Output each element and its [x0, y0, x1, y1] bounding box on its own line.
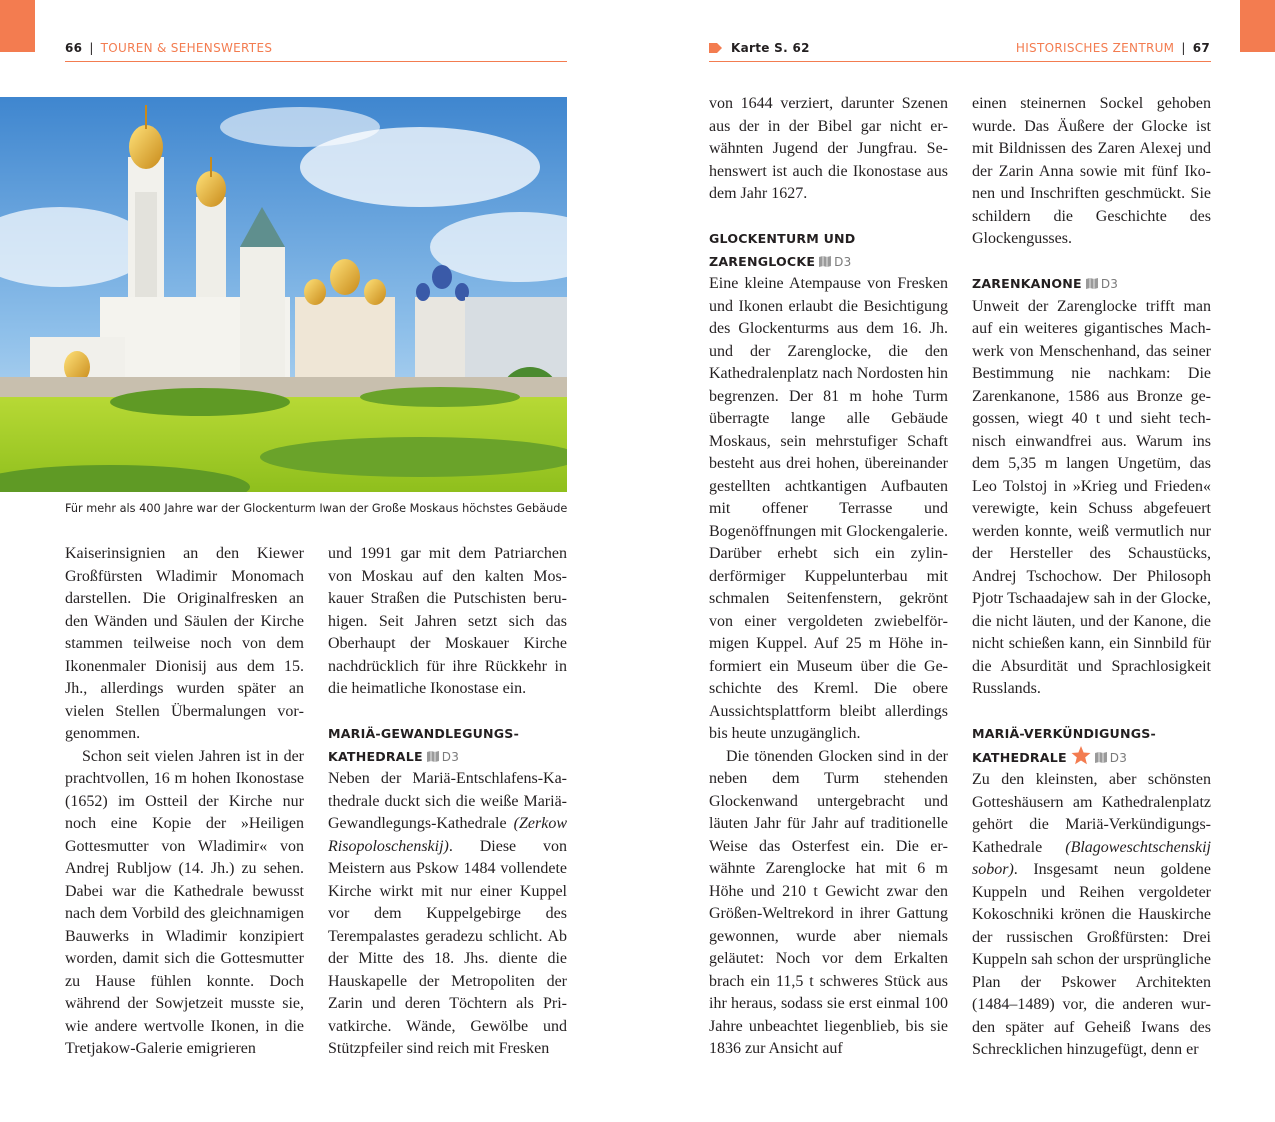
header-separator: | [1181, 41, 1186, 55]
map-grid-reference: D3 [441, 749, 460, 764]
map-icon [819, 256, 831, 267]
map-icon [1095, 752, 1107, 763]
page-edge-tab-right [1240, 0, 1275, 52]
photo-caption: Für mehr als 400 Jahre war der Glockenturm Iwan der Große Moskaus höchstes Gebäude [65, 502, 568, 515]
paragraph: Unweit der Zarenglocke trifft man auf ein weiteres gigantisches Machwerk von Menschenhand, das seiner Bestimmung nie nachkam: Die Zarenkanone, 1586 aus Bronze gegossen, wiegt 40 t und sieht technisch einwandfrei aus. Warum ins dem 5,35 m langen Ungetüm, das Leo Tolstoj in »Krieg und Frieden« verewigte, kein Schuss abgefeuert werden konnte, weiß vermutlich nur der Hersteller des Schaustücks, Andrej Tschochow. Der Philosoph Pjotr Tschaadajew sah in der Glocke, die nicht läuten, und der Kanone, die nicht schießen kann, ein Sinnbild für die Absurdität und Sprachlosigkeit Russlands. [972, 297, 1211, 697]
right-section-title: HISTORISCHES ZENTRUM [1015, 41, 1175, 55]
left-section-title: TOUREN & SEHENSWERTES [100, 41, 273, 55]
paragraph: von 1644 verziert, darunter Szenen aus der in der Bibel gar nicht erwähnten Jugend der Jungfrau. Sehenswert ist auch die Ikonostase aus dem Jahr 1627. [709, 95, 948, 202]
paragraph: Die tönenden Glocken sind in der neben dem Turm stehenden Glockenwand untergebracht und läuten Jahr für Jahr auf traditionelle Weise das Osterfest ein. Die erwähnte Zarenglocke hat mit 6 m Höhe und 210 t Gewicht zwar den Größen-Weltrekord in ihrer Gattung gewonnen, wurde aber niemals geläutet: Noch vor dem Erkalten brach ein 11,5 t schweres Stück aus ihr heraus, sodass sie erst einmal 100 Jahre unbeachtet liegenblieb, bis sie 1836 zur Ansicht auf [709, 747, 948, 1057]
section-heading: ZARENKANONE D3 [972, 276, 1119, 291]
paragraph: einen steinernen Sockel gehoben wurde. Das Äußere der Glocke ist mit Bildnissen des Zaren Alexej und der Zarin Anna sowie mit fünf Ikonen und Inschriften geschmückt. Sie schildern die Geschichte des Glockengusses. [972, 95, 1211, 247]
paragraph: und 1991 gar mit dem Patriarchen von Moskau auf den kalten Moskauer Straßen die Putschisten beruhigen. Seit Jahren setzt sich das Oberhaupt der Moskauer Kirche nachdrücklich für ihre Rückkehr in die heimatliche Ikonostase ein. [328, 545, 567, 697]
left-running-header [65, 40, 272, 56]
text-column-4 [972, 93, 1211, 1062]
right-running-header [1016, 40, 1210, 56]
map-reference-link[interactable]: Karte S. 62 [731, 41, 810, 55]
map-icon [1086, 278, 1098, 289]
left-page-number: 66 [65, 41, 83, 55]
map-grid-reference: D3 [1100, 277, 1119, 291]
kremlin-photo [0, 97, 567, 492]
map-icon [427, 751, 439, 762]
map-grid-reference: D3 [1109, 750, 1128, 765]
arrow-right-icon [709, 43, 722, 53]
section-heading: GLOCKENTURM UND ZARENGLOCKE D3 [709, 231, 856, 269]
section-heading: MARIÄ-VERKÜNDIGUNGS- KATHEDRALE D3 [972, 726, 1156, 765]
text-column-2 [328, 543, 567, 1061]
text-column-1 [65, 543, 304, 1061]
text-column-3 [709, 93, 948, 1061]
paragraph: Kaiserinsignien an den Kiewer Großfürsten Wladimir Monomach darstellen. Die Originalfresken an den Wänden und Säulen der Kirche stammen teilweise noch von dem Ikonenmaler Dionisij aus dem 15. Jh., allerdings wurden später an vielen Stellen Übermalungen vorgenommen. [65, 545, 304, 742]
paragraph: Neben der Mariä-Entschlafens-Kathedrale duckt sich die weiße Mariä-Gewandlegungs-Kathedrale (Zerkow Risopoloschenskij). Diese von Meistern aus Pskow 1484 vollendete Kirche wirkt mit nur einer Kuppel vor dem Kuppelgebirge des Terempalastes geradezu schlicht. Ab der Mitte des 18. Jhs. diente die Hauskapelle der Metropoliten der Zarin und deren Töchtern als Privatkirche. Wände, Gewölbe und Stützpfeiler sind reich mit Fresken [328, 770, 567, 1057]
section-heading: MARIÄ-GEWANDLEGUNGS- KATHEDRALE D3 [328, 726, 520, 764]
paragraph: Eine kleine Atempause von Fresken und Ikonen erlaubt die Besichtigung des Glockenturms aus dem 16. Jh. und der Zarenglocke, die den Kathedralenplatz nach Nordosten hin begrenzen. Der 81 m hohe Turm überragte lange alle Gebäude Moskaus, sein mehrstufiger Schaft besteht aus drei hohen, übereinander gestellten achtkantigen Aufbauten mit offener Terrasse und Bogenöffnungen mit Glockengalerie. Darüber erhebt sich ein zylinderförmiger Kuppelunterbau mit schmalen Seitenfenstern, gekrönt von einer vergoldeten zwiebelförmigen Kuppel. Auf 25 m Höhe informiert ein Museum über die Geschichte des Kreml. Die obere Aussichtsplattform bleibt allerdings bis heute unzugänglich. [709, 275, 948, 742]
header-separator: | [89, 41, 94, 55]
paragraph: Zu den kleinsten, aber schönsten Gotteshäusern am Kathedralenplatz gehört die Mariä-Verkündigungs-Kathedrale (Blagoweschtschenskij sobor). Insgesamt neun goldene Kuppeln und Reihen vergoldeter Kokoschniki krönen die Hauskirche der russischen Großfürsten: Drei Kuppeln sah schon der ursprüngliche Plan der Pskower Architekten (1484–1489) vor, die anderen wurden später auf Geheiß Iwans des Schrecklichen hinzugefügt, denn er [972, 771, 1211, 1058]
header-rule-left [65, 61, 567, 62]
map-reference-header [709, 40, 810, 56]
right-page-number: 67 [1192, 41, 1210, 55]
map-grid-reference: D3 [834, 254, 852, 269]
star-icon [1071, 746, 1091, 765]
paragraph: Schon seit vielen Jahren ist in der prachtvollen, 16 m hohen Ikonostase (1652) im Ostteil der Kirche nur noch eine Kopie der »Heiligen Gottesmutter von Wladimir« von Andrej Rubljow (14. Jh.) zu sehen. Dabei war die Kathedrale bewusst nach dem Vorbild des gleichnamigen Bauwerks in Wladimir konzipiert worden, damit sich die Gottesmutter zu Hause fühlen konnte. Doch während der Sowjetzeit musste sie, wie andere wertvolle Ikonen, in die Tretjakow-Galerie emigrieren [65, 747, 304, 1057]
header-rule-right [709, 61, 1211, 62]
page-edge-tab-left [0, 0, 35, 52]
